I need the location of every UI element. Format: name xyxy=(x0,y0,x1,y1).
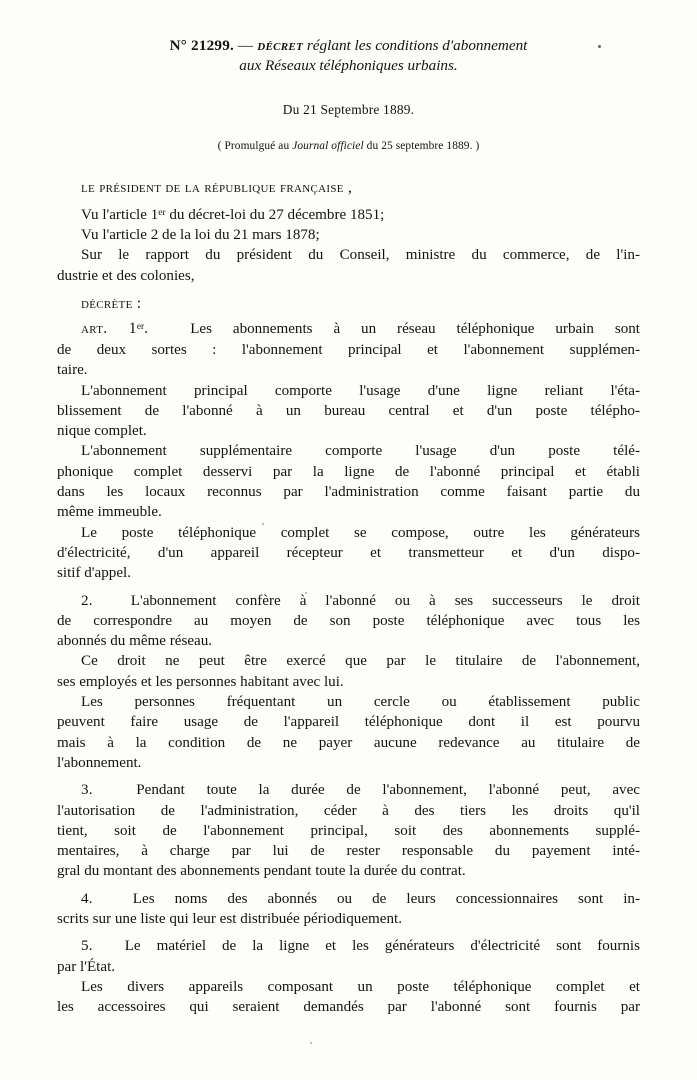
promulgation-note xyxy=(57,140,640,152)
article-label: art. 1 xyxy=(81,320,137,338)
paragraph-line: tient, soit de l'abonnement principal, soit des abonnements supplé- xyxy=(57,822,640,839)
president-heading: le président de la république française , xyxy=(81,178,353,196)
decree-date: Du 21 Septembre 1889. xyxy=(282,101,415,117)
paragraph-line xyxy=(57,780,640,800)
paragraph-line: par l'État. xyxy=(57,958,116,975)
article-paragraph xyxy=(57,889,640,930)
paragraph-line: blissement de l'abonné à un bureau central et d'un poste télépho- xyxy=(57,402,640,419)
paragraph-line: L'abonnement principal comporte l'usage d'une ligne reliant l'éta- xyxy=(81,382,640,399)
paragraph-line: Le poste téléphonique complet se compose, outre les générateurs xyxy=(81,524,640,541)
document-heading xyxy=(57,36,640,76)
vu-line-2 xyxy=(81,225,640,245)
vu-line-1 xyxy=(81,205,640,225)
vu-line-1-after: du décret-loi du 27 décembre 1851; xyxy=(169,206,385,223)
article-paragraph xyxy=(57,441,640,522)
decree-number: N° 21299. xyxy=(169,37,234,54)
paragraph-line xyxy=(57,936,640,956)
decree-title-line2: aux Réseaux téléphoniques urbains. xyxy=(239,57,458,75)
paragraph-line: l'abonnement. xyxy=(57,754,142,771)
paragraph-line: gral du montant des abonnements pendant toute la durée du contrat. xyxy=(57,863,466,880)
decree-word: décret xyxy=(257,37,304,54)
article-paragraph xyxy=(57,591,640,652)
article-paragraph xyxy=(57,780,640,881)
heading-dash: — xyxy=(237,37,254,54)
article-paragraph xyxy=(57,381,640,442)
article-paragraph xyxy=(57,977,640,1018)
paragraph-text: L'abonnement confère à l'abonné ou à ses successeurs le droit xyxy=(130,592,640,609)
paragraph-line: de deux sortes : l'abonnement principal et l'abonnement supplémen- xyxy=(57,342,640,358)
paragraph-line: Sur le rapport du président du Conseil, ministre du commerce, de l'in- xyxy=(81,247,640,264)
vu-line-2-text: Vu l'article 2 de la loi du 21 mars 1878; xyxy=(81,227,320,244)
paragraph-line xyxy=(57,591,640,611)
article-label: 4. xyxy=(81,890,93,907)
decree-title-line1: réglant les conditions d'abonnement xyxy=(306,37,528,54)
paragraph-line: d'électricité, d'un appareil récepteur et transmetteur et d'un dispo- xyxy=(57,544,640,561)
article-label-suffix: . xyxy=(144,320,149,338)
paragraph-line: mentaires, à charge par lui de rester responsable du payement inté- xyxy=(57,843,640,860)
vu-line-1-superscript: er xyxy=(158,207,166,218)
article-label: 3. xyxy=(81,782,93,799)
vu-line-1-before: Vu l'article 1 xyxy=(81,206,159,223)
paragraph-line: dans les locaux reconnus par l'administration comme faisant partie du xyxy=(57,484,640,501)
paragraph-line: Les divers appareils composant un poste téléphonique complet et xyxy=(81,978,640,995)
article-paragraph xyxy=(57,319,640,381)
document-body xyxy=(57,178,640,1018)
promulgation-close: du 25 septembre 1889. ) xyxy=(366,139,480,152)
paragraph-line: taire. xyxy=(57,362,88,379)
paragraph-line: abonnés du même réseau. xyxy=(57,633,213,650)
document-content xyxy=(57,0,640,1018)
article-paragraph xyxy=(57,651,640,692)
paragraph-line: Les personnes fréquentant un cercle ou établissement public xyxy=(81,694,640,711)
paragraph-text: Pendant toute la durée de l'abonnement, l'abonné peut, avec xyxy=(136,782,641,799)
article-paragraph xyxy=(57,936,640,977)
article-paragraph xyxy=(57,523,640,584)
promulgation-open: ( Promulgué au xyxy=(217,139,290,152)
paragraph-line: Ce droit ne peut être exercé que par le titulaire de l'abonnement, xyxy=(81,653,640,670)
paragraph-line: scrits sur une liste qui leur est distribuée périodiquement. xyxy=(57,911,402,928)
paragraph-line: sitif d'appel. xyxy=(57,565,131,582)
article-label-superscript: er xyxy=(136,322,145,333)
rapport-paragraph xyxy=(57,245,640,286)
decrete-heading: décrète : xyxy=(81,295,142,313)
paragraph-text: Les abonnements à un réseau téléphonique urbain sont xyxy=(190,321,641,338)
paragraph-text: Le matériel de la ligne et les générateurs d'électricité sont fournis xyxy=(124,938,640,955)
paragraph-line: L'abonnement supplémentaire comporte l'usage d'un poste télé- xyxy=(81,443,640,460)
article-paragraph xyxy=(57,692,640,773)
paragraph-line xyxy=(57,889,640,909)
paragraph-line: mais à la condition de ne payer aucune redevance au titulaire de xyxy=(57,734,640,751)
journal-name: Journal officiel xyxy=(292,139,364,152)
scan-speck-icon xyxy=(310,1042,312,1044)
paragraph-line: les accessoires qui seraient demandés par l'abonné sont fournis par xyxy=(57,999,640,1016)
article-label: 5. xyxy=(81,938,93,955)
paragraph-line: dustrie et des colonies, xyxy=(57,267,195,284)
paragraph-line: même immeuble. xyxy=(57,504,162,521)
paragraph-line: l'autorisation de l'administration, céder à des tiers les droits qu'il xyxy=(57,802,640,819)
paragraph-line: ses employés et les personnes habitant avec lui. xyxy=(57,673,344,690)
paragraph-line: de correspondre au moyen de son poste téléphonique avec tous les xyxy=(57,612,640,629)
paragraph-text: Les noms des abonnés ou de leurs concessionnaires sont in- xyxy=(132,890,641,907)
paragraph-line: nique complet. xyxy=(57,423,147,440)
article-label: 2. xyxy=(81,592,93,609)
paragraph-line: peuvent faire usage de l'appareil téléphonique dont il est pourvu xyxy=(57,714,640,731)
paragraph-line: phonique complet desservi par la ligne de l'abonné principal et établi xyxy=(57,463,640,480)
paragraph-line xyxy=(57,319,640,340)
